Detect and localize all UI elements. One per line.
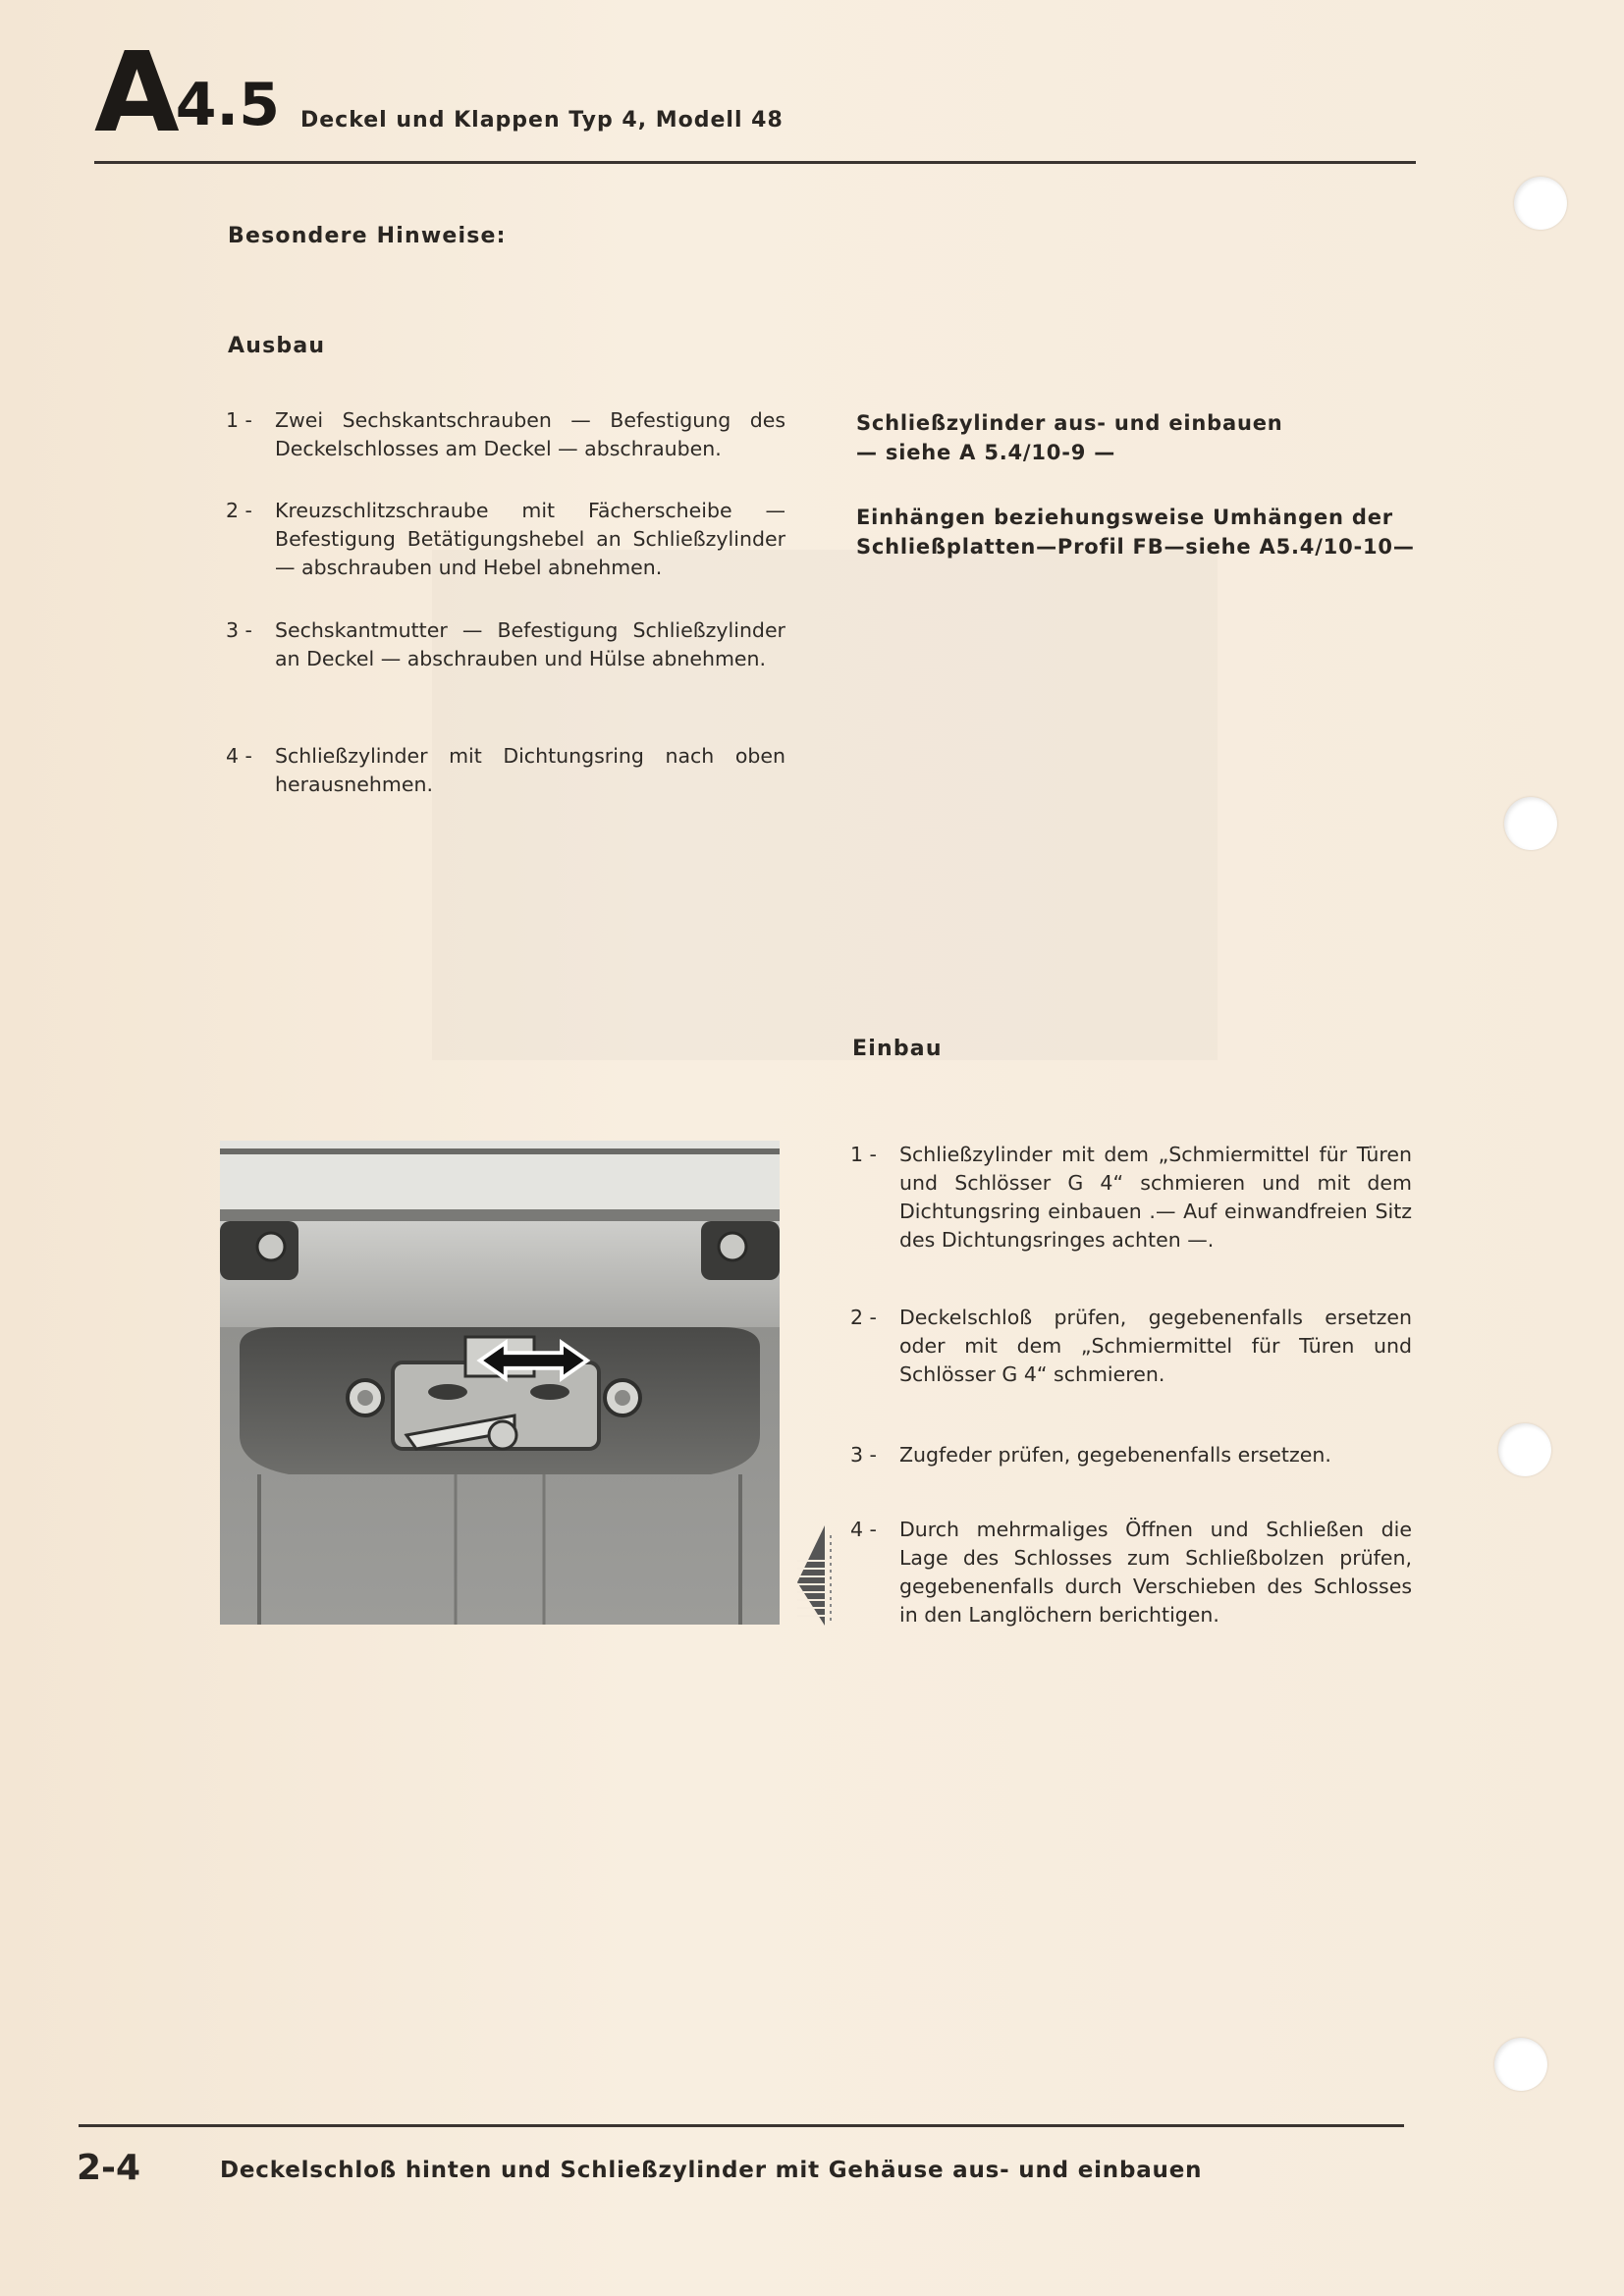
installation-step-number: 1 - xyxy=(850,1143,877,1166)
installation-step-number: 2 - xyxy=(850,1306,877,1329)
installation-step-3 xyxy=(850,1441,1412,1469)
header-title: Deckel und Klappen Typ 4, Modell 48 xyxy=(300,108,784,133)
installation-step-4 xyxy=(850,1516,1412,1629)
removal-step-2 xyxy=(226,497,785,582)
installation-step-text: Durch mehrmaliges Öffnen und Schließen die Lage des Schlosses zum Schließbolzen prüfen, gegebenenfalls durch Verschieben des Schlosses in den Langlöchern berichtigen. xyxy=(899,1518,1412,1627)
installation-step-number: 3 - xyxy=(850,1443,877,1467)
installation-step-1 xyxy=(850,1141,1412,1255)
removal-step-text: Schließzylinder mit Dichtungsring nach oben herausnehmen. xyxy=(275,744,785,796)
removal-step-1 xyxy=(226,406,785,463)
installation-step-text: Zugfeder prüfen, gegebenenfalls ersetzen. xyxy=(899,1443,1331,1467)
removal-step-number: 1 - xyxy=(226,408,252,432)
cross-reference-line: Schließzylinder aus- und einbauen xyxy=(856,411,1283,435)
punch-hole-4 xyxy=(1494,2038,1547,2091)
cross-reference-1 xyxy=(856,408,1283,467)
punch-hole-2 xyxy=(1504,797,1557,850)
cross-reference-line: — siehe A 5.4/10-9 — xyxy=(856,441,1116,464)
continuation-marker-icon xyxy=(797,1525,837,1626)
footer-title: Deckelschloß hinten und Schließzylinder mit Gehäuse aus- und einbauen xyxy=(220,2158,1203,2183)
removal-step-number: 2 - xyxy=(226,499,252,522)
removal-step-3 xyxy=(226,616,785,673)
section-letter: A xyxy=(94,29,176,157)
installation-step-2 xyxy=(850,1304,1412,1389)
notes-heading: Besondere Hinweise: xyxy=(228,224,507,248)
cross-reference-line: Schließplatten—Profil FB—siehe A5.4/10-10— xyxy=(856,535,1415,559)
section-subnumber: 4.5 xyxy=(175,71,280,139)
removal-step-text: Zwei Sechskantschrauben — Befestigung des Deckelschlosses am Deckel — abschrauben. xyxy=(275,408,785,460)
section-number xyxy=(94,29,280,157)
removal-step-number: 4 - xyxy=(226,744,252,768)
removal-step-text: Sechskantmutter — Befestigung Schließzylinder an Deckel — abschrauben und Hülse abnehmen. xyxy=(275,618,785,670)
punch-hole-1 xyxy=(1514,177,1567,230)
lock-photo-drawing xyxy=(220,1141,780,1625)
removal-step-4 xyxy=(226,742,785,799)
header-rule xyxy=(94,161,1416,164)
page-number: 2-4 xyxy=(77,2148,141,2188)
installation-step-text: Deckelschloß prüfen, gegebenenfalls ersetzen oder mit dem „Schmiermittel für Türen und Schlösser G 4“ schmieren. xyxy=(899,1306,1412,1386)
punch-hole-3 xyxy=(1498,1423,1551,1476)
cross-reference-line: Einhängen beziehungsweise Umhängen der xyxy=(856,506,1393,529)
lock-photo xyxy=(220,1141,780,1625)
installation-step-text: Schließzylinder mit dem „Schmiermittel für Türen und Schlösser G 4“ schmieren und mit dem Dichtungsring einbauen .— Auf einwandfreien Sitz des Dichtungsringes achten —. xyxy=(899,1143,1412,1252)
cross-reference-2 xyxy=(856,503,1416,561)
removal-heading: Ausbau xyxy=(228,334,326,358)
footer-rule xyxy=(79,2124,1404,2127)
removal-step-number: 3 - xyxy=(226,618,252,642)
removal-step-text: Kreuzschlitzschraube mit Fächerscheibe — Befestigung Betätigungshebel an Schließzylinder — abschrauben und Hebel abnehmen. xyxy=(275,499,785,579)
installation-step-number: 4 - xyxy=(850,1518,877,1541)
installation-heading: Einbau xyxy=(852,1037,943,1061)
